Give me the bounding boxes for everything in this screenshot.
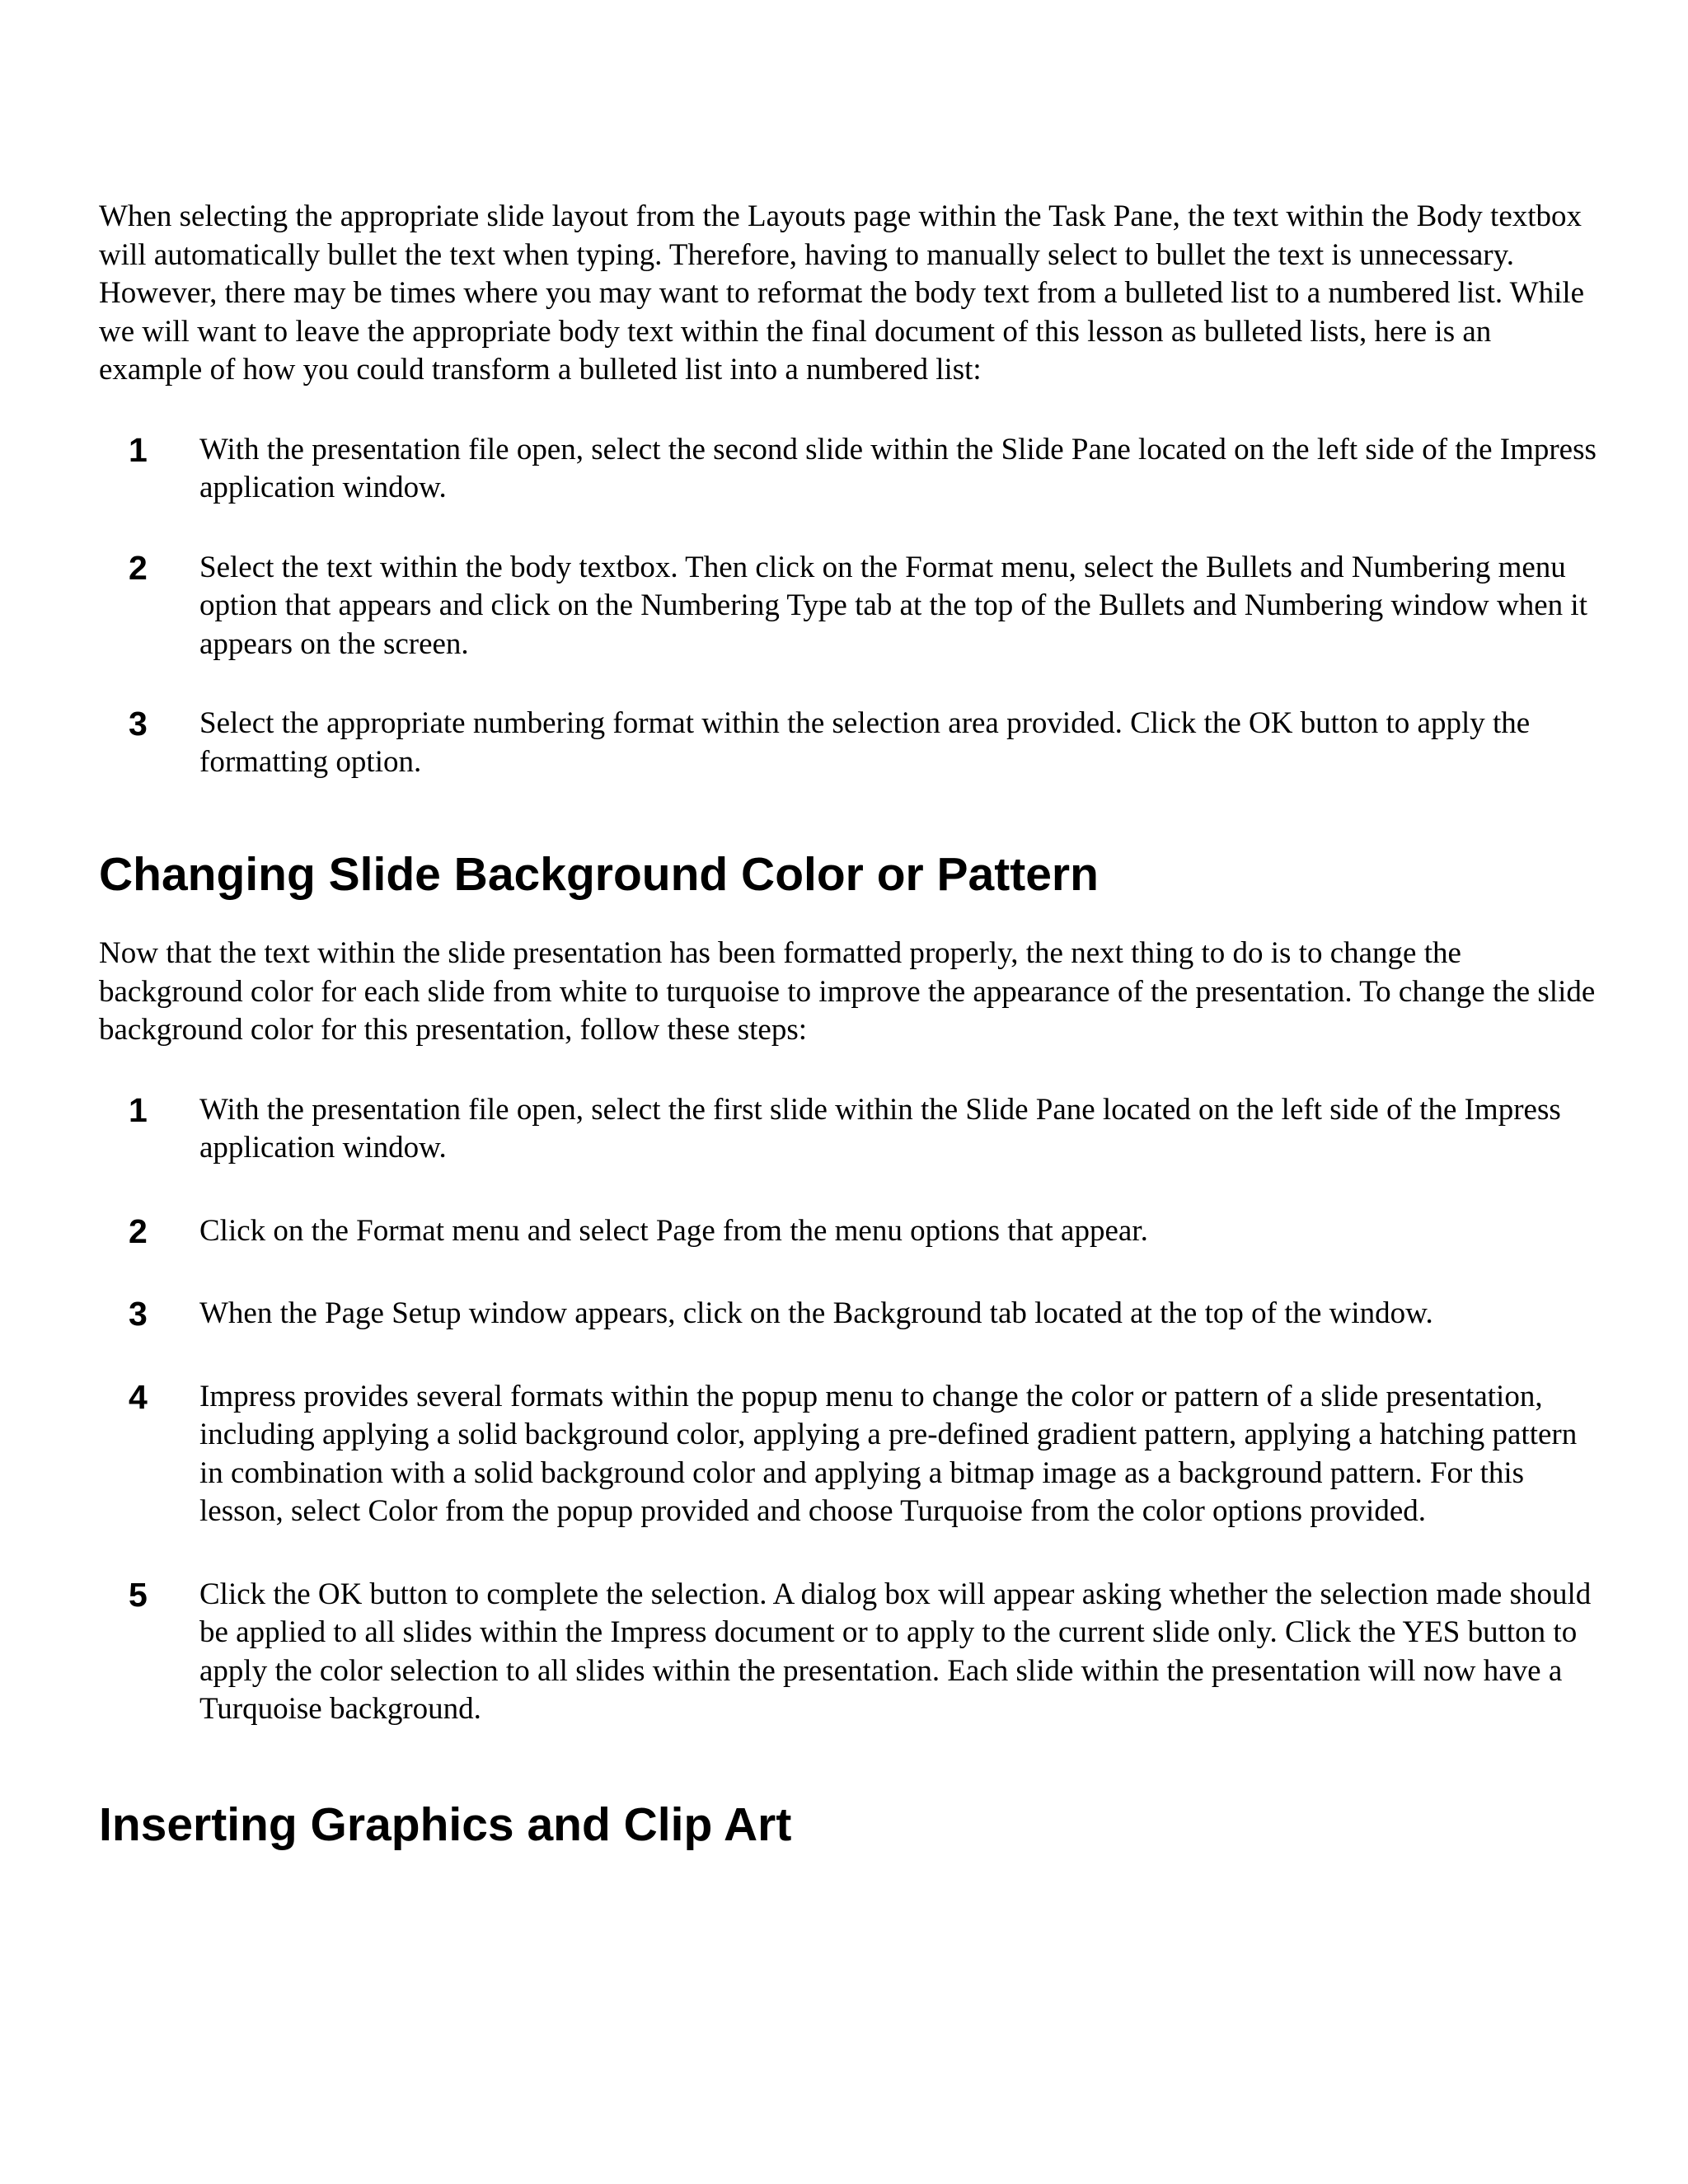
list-item xyxy=(99,1295,1599,1333)
section-heading-graphics: Inserting Graphics and Clip Art xyxy=(99,1797,792,1851)
step-number: 2 xyxy=(129,548,148,587)
step-number: 2 xyxy=(129,1212,148,1250)
intro-paragraph: When selecting the appropriate slide layout from the Layouts page within the Task Pane, the text within the Body textbox will automatically bullet the text when typing. Therefore, having to manually select to bullet the text is unnecessary. However, there may be times where you may want to reformat the body text from a bulleted list to a numbered list. While we will want to leave the appropriate body text within the final document of this lesson as bulleted lists, here is an example of how you could transform a bulleted list into a numbered list: xyxy=(99,199,1585,387)
list-item xyxy=(99,1378,1599,1531)
page-content xyxy=(99,198,1599,1852)
step-text: Select the appropriate numbering format within the selection area provided. Click the OK button to apply the formatting option. xyxy=(199,706,1531,779)
step-number: 1 xyxy=(129,1090,148,1129)
background-steps-list xyxy=(99,1091,1599,1729)
list-item xyxy=(99,1091,1599,1168)
list-item xyxy=(99,549,1599,664)
step-text: With the presentation file open, select the first slide within the Slide Pane located on the left side of the Impress application window. xyxy=(199,1092,1561,1165)
step-text: Click on the Format menu and select Page from the menu options that appear. xyxy=(199,1213,1148,1248)
step-text: With the presentation file open, select the second slide within the Slide Pane located on the left side of the Impress application window. xyxy=(199,432,1597,504)
step-number: 5 xyxy=(129,1575,148,1614)
step-text: Impress provides several formats within the popup menu to change the color or pattern of a slide presentation, including applying a solid background color, applying a pre-defined gradient pattern, applying a hatching pattern in combination with a solid background color and applying a bitmap image as a background pattern. For this lesson, select Color from the popup provided and choose Turquoise from the color options provided. xyxy=(199,1379,1578,1528)
list-item xyxy=(99,705,1599,781)
list-item xyxy=(99,1576,1599,1729)
step-number: 4 xyxy=(129,1377,148,1416)
list-item xyxy=(99,1212,1599,1251)
background-paragraph: Now that the text within the slide presentation has been formatted properly, the next thing to do is to change the background color for each slide from white to turquoise to improve the appearance of the presentation. To change the slide background color for this presentation, follow these steps: xyxy=(99,936,1596,1047)
step-text: When the Page Setup window appears, click on the Background tab located at the top of the window. xyxy=(199,1296,1433,1330)
step-text: Select the text within the body textbox. Then click on the Format menu, select the Bullets and Numbering menu option that appears and click on the Numbering Type tab at the top of the Bullets and Numbering window when it appears on the screen. xyxy=(199,550,1587,661)
section-heading-background: Changing Slide Background Color or Pattern xyxy=(99,848,1099,901)
list-item xyxy=(99,431,1599,508)
numbering-steps-list xyxy=(99,431,1599,782)
step-text: Click the OK button to complete the selection. A dialog box will appear asking whether the selection made should be applied to all slides within the Impress document or to apply to the current slide only. Click the YES button to apply the color selection to all slides within the presentation. Each slide within the presentation will now have a Turquoise background. xyxy=(199,1577,1592,1726)
step-number: 1 xyxy=(129,430,148,469)
step-number: 3 xyxy=(129,705,148,743)
step-number: 3 xyxy=(129,1295,148,1333)
